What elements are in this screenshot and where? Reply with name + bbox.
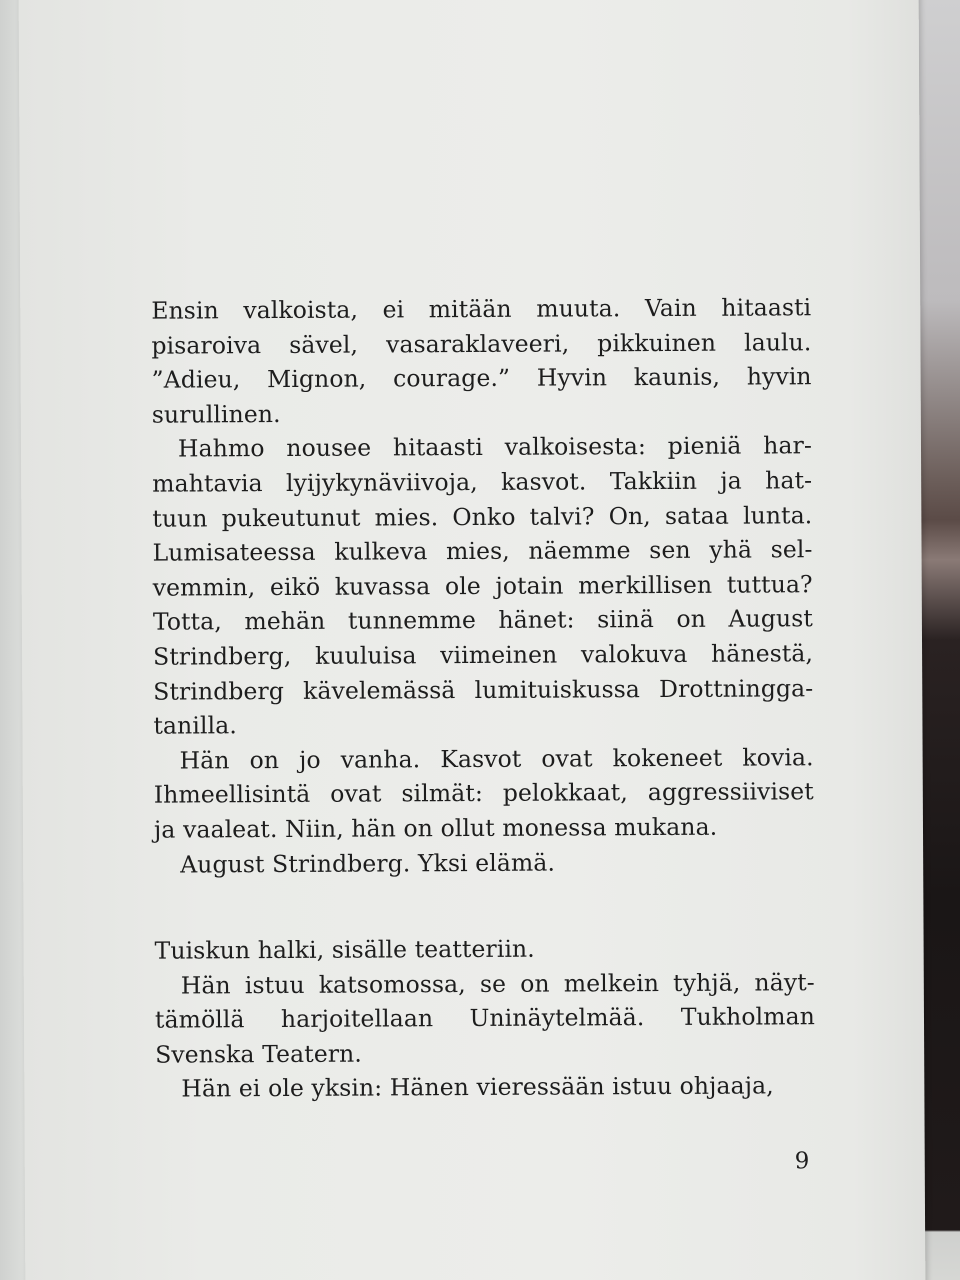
text-line: Lumisateessa kulkeva mies, näemme sen yhä sel- <box>152 535 813 567</box>
text-line: Ihmeellisintä ovat silmät: pelokkaat, aggressiiviset <box>153 777 814 809</box>
text-line: Strindberg, kuuluisa viimeinen valokuva hänestä, <box>153 639 814 671</box>
paragraph <box>155 930 815 968</box>
paragraph <box>155 965 816 1072</box>
text-line: Hän istuu katsomossa, se on melkein tyhjä, näyt- <box>180 967 815 1000</box>
body-text <box>151 290 815 1107</box>
text-line: Hahmo nousee hitaasti valkoisesta: pieniä har- <box>177 431 813 463</box>
paragraph <box>152 429 814 744</box>
text-line: ”Adieu, Mignon, courage.” Hyvin kaunis, hyvin <box>151 362 812 394</box>
text-line: August Strindberg. Yksi elämä. <box>180 848 556 879</box>
section-break <box>154 878 814 933</box>
page-number: 9 <box>794 1148 810 1175</box>
book-page <box>19 0 926 1280</box>
text-line: tanilla. <box>153 711 237 740</box>
text-line: pisaroiva sävel, vasaraklaveeri, pikkuinen laulu. <box>151 327 812 360</box>
paragraph <box>154 844 814 882</box>
text-line: Strindberg kävelemässä lumituiskussa Drottningga- <box>153 673 814 706</box>
paragraph <box>151 290 812 432</box>
paragraph <box>155 1069 815 1107</box>
text-line: Hän ei ole yksin: Hänen vieressään istuu ohjaaja, <box>181 1071 774 1103</box>
text-line: vemmin, eikö kuvassa ole jotain merkillisen tuttua? <box>152 569 813 602</box>
text-line: tämöllä harjoitellaan Uninäytelmää. Tukholman <box>154 1002 816 1034</box>
show-through-text <box>159 0 821 282</box>
text-line: surullinen. <box>151 399 281 429</box>
text-line: Hän on jo vanha. Kasvot ovat kokeneet kovia. <box>179 742 814 775</box>
text-line: Ensin valkoista, ei mitään muuta. Vain hitaasti <box>151 293 812 325</box>
text-line: tuun pukeutunut mies. Onko talvi? On, sataa lunta. <box>152 500 813 533</box>
text-line: Tuiskun halki, sisälle teatteriin. <box>154 934 535 965</box>
text-line: ja vaaleat. Niin, hän on ollut monessa mukana. <box>153 812 718 844</box>
text-line: mahtavia lyijykynäviivoja, kasvot. Takkiin ja hat- <box>152 466 813 498</box>
paragraph <box>154 740 815 847</box>
text-line: Totta, mehän tunnemme hänet: siinä on August <box>152 604 813 637</box>
text-line: Svenska Teatern. <box>155 1039 363 1069</box>
